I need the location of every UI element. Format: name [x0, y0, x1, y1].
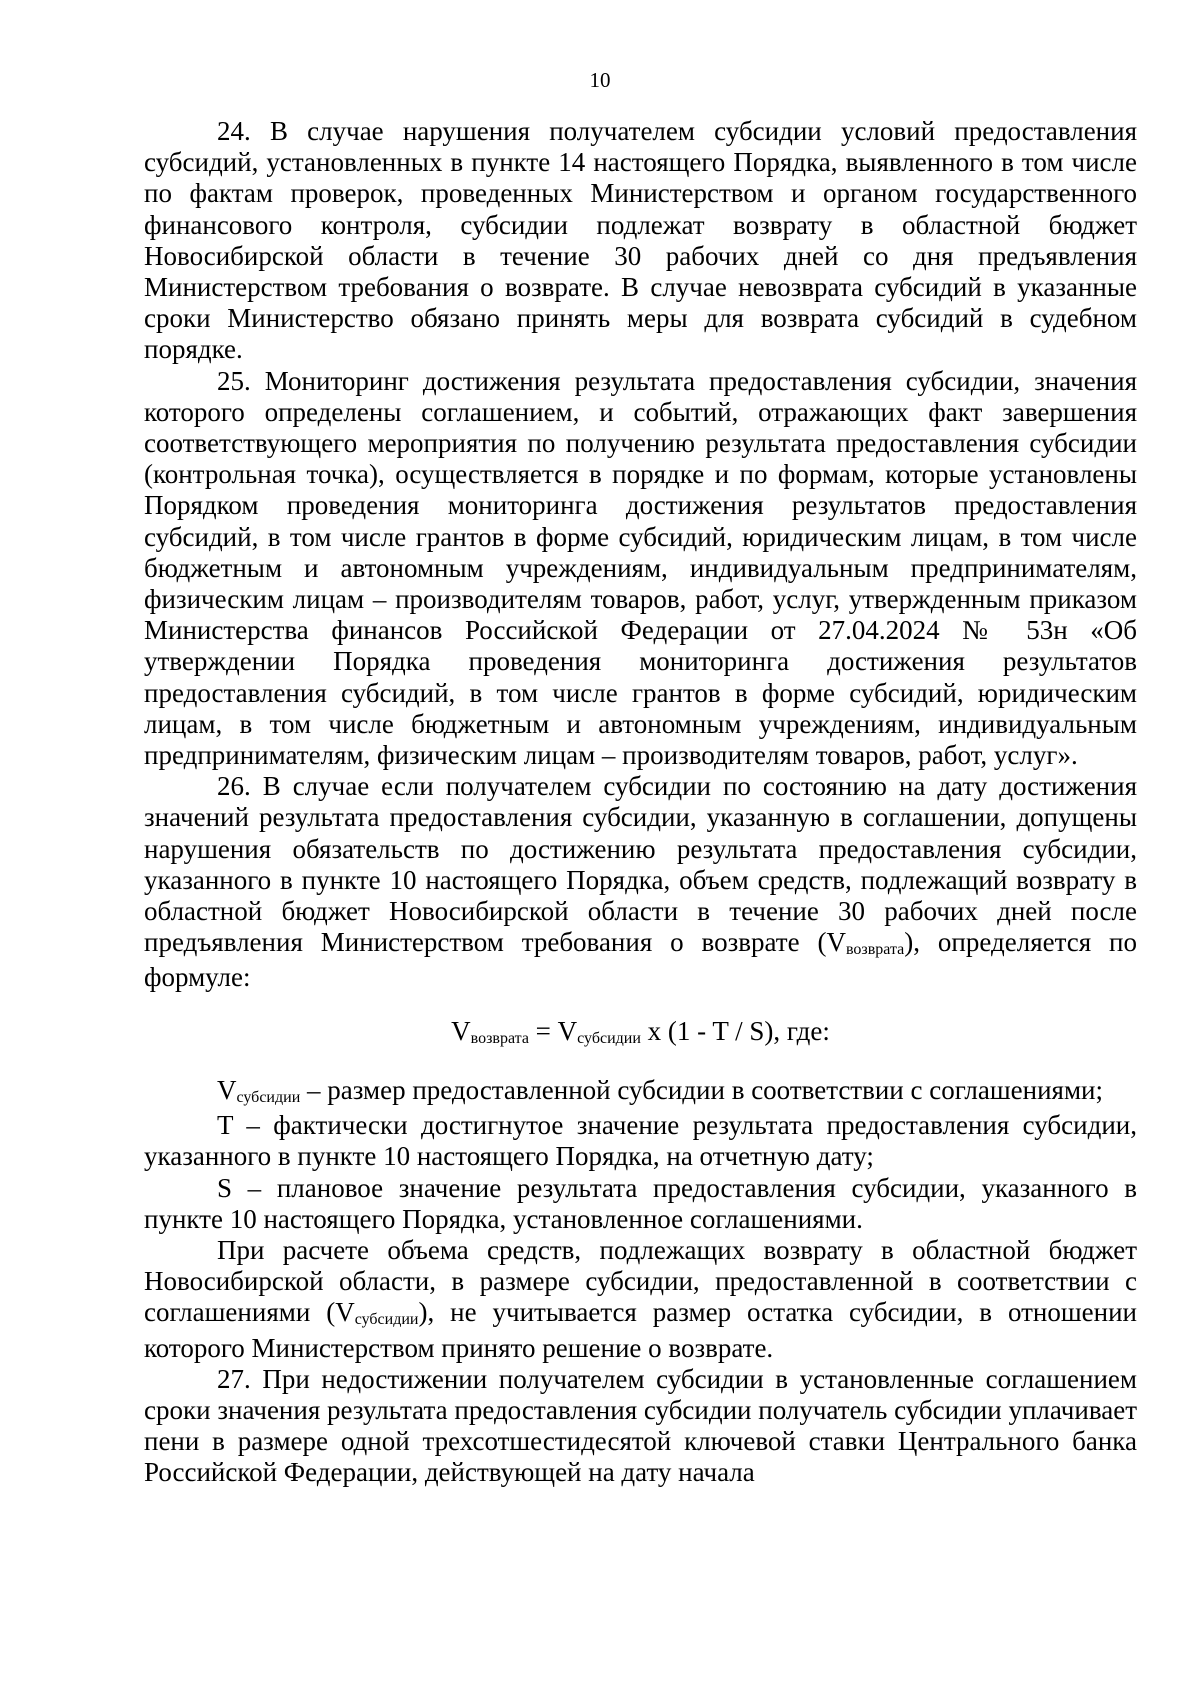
variable-subscript: возврата [845, 941, 905, 959]
definition-t: T – фактически достигнутое значение результата предоставления субсидии, указанного в пункте 10 настоящего Порядка, на отчетную дату; [144, 1110, 1137, 1172]
formula-v2: V [557, 1015, 578, 1046]
definition-v-subsidy [144, 1075, 1137, 1110]
page-number: 10 [589, 68, 611, 92]
document-body [144, 116, 1137, 1489]
calculation-note [144, 1235, 1137, 1364]
paragraph-25: 25. Мониторинг достижения результата предоставления субсидии, значения которого определены соглашением, и событий, отражающих факт завершения соответствующего мероприятия по получению результата предоставления субсидии (контрольная точка), осуществляется в порядке и по формам, которые установлены Порядком проведения мониторинга достижения результатов предоставления субсидий, в том числе грантов в форме субсидий, юридическим лицам, в том числе бюджетным и автономным учреждениям, индивидуальным предпринимателям, физическим лицам – производителям товаров, работ, услуг, утвержденным приказом Министерства финансов Российской Федерации от 27.04.2024 № 53н «Об утверждении Порядка проведения мониторинга достижения результатов предоставления субсидий, в том числе грантов в форме субсидий, юридическим лицам, в том числе бюджетным и автономным учреждениям, индивидуальным предпринимателям, физическим лицам – производителям товаров, работ, услуг». [144, 365, 1137, 771]
calc-sub: субсидии [354, 1311, 419, 1329]
paragraph-26-text: 26. В случае если получателем субсидии по состоянию на дату достижения значений результата предоставления субсидии, указанную в соглашении, допущены нарушения обязательств по достижению результата предоставления субсидии, указанного в пункте 10 настоящего Порядка, объем средств, подлежащий возврату в областной бюджет Новосибирской области в течение 30 рабочих дней после предъявления Министерством требования о возврате ( [144, 771, 1137, 958]
paragraph-26 [144, 771, 1137, 993]
def-v-text: – размер предоставленной субсидии в соответствии с соглашениями; [300, 1074, 1104, 1105]
def-v-sub: субсидии [236, 1088, 301, 1106]
calc-text: При расчете объема средств, подлежащих возврату в областной бюджет Новосибирской области, в размере субсидии, предоставленной в соответствии с соглашениями ( [144, 1234, 1137, 1328]
definition-s: S – плановое значение результата предоставления субсидии, указанного в пункте 10 настоящего Порядка, установленное соглашениями. [144, 1172, 1137, 1234]
calc-tail: ), не учитывается размер остатка субсидии, в отношении которого Министерством принято решение о возврате. [144, 1297, 1137, 1363]
formula-rest: x (1 - T / S), где: [640, 1015, 830, 1046]
refund-formula [144, 1016, 1137, 1051]
formula-sub2: субсидии [577, 1029, 641, 1047]
calc-var: V [335, 1297, 355, 1328]
def-v-var: V [217, 1074, 237, 1105]
paragraph-24: 24. В случае нарушения получателем субсидии условий предоставления субсидий, установленных в пункте 14 настоящего Порядка, выявленного в том числе по фактам проверок, проведенных Министерством и органом государственного финансового контроля, субсидии подлежат возврату в областной бюджет Новосибирской области в течение 30 рабочих дней со дня предъявления Министерством требования о возврате. В случае невозврата субсидий в указанные сроки Министерство обязано принять меры для возврата субсидий в судебном порядке. [144, 116, 1137, 365]
formula-eq: = [528, 1015, 558, 1046]
paragraph-26-tail: ), определяется по формуле: [144, 927, 1137, 993]
paragraph-27: 27. При недостижении получателем субсидии в установленные соглашением сроки значения результата предоставления субсидии получатель субсидии уплачивает пени в размере одной трехсотшестидесятой ключевой ставки Центрального банка Российской Федерации, действующей на дату начала [144, 1363, 1137, 1488]
formula-sub1: возврата [470, 1029, 529, 1047]
variable-v: V [826, 927, 846, 958]
formula-v1: V [451, 1015, 471, 1046]
